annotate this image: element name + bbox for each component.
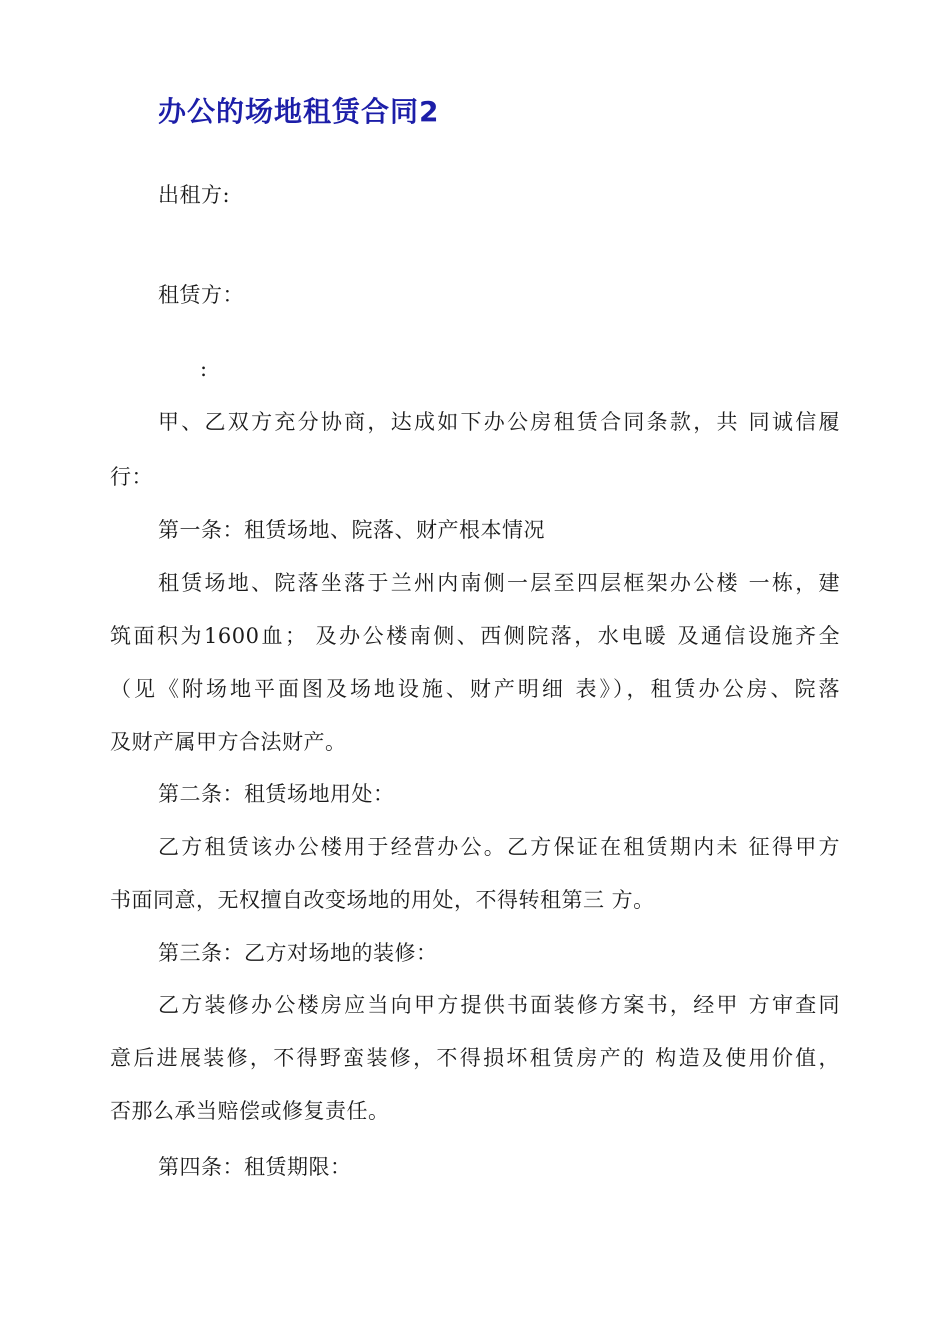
lessee-label: 租赁方： xyxy=(158,283,244,307)
colon-line: : xyxy=(200,357,208,381)
intro-line-1: 甲、乙双方充分协商，达成如下办公房租赁合同条款，共 同诚信履 xyxy=(158,410,840,434)
article3-line-3: 否那么承当赔偿或修复责任。 xyxy=(110,1099,390,1123)
article4-heading: 第四条：租赁期限： xyxy=(158,1155,352,1179)
article3-line-2: 意后进展装修，不得野蛮装修，不得损坏租赁房产的 构造及使用价值， xyxy=(110,1046,840,1070)
intro-line-2: 行： xyxy=(110,465,153,489)
article3-line-1: 乙方装修办公楼房应当向甲方提供书面装修方案书，经甲 方审查同 xyxy=(158,993,840,1017)
article1-heading: 第一条：租赁场地、院落、财产根本情况 xyxy=(158,518,545,542)
article1-line-2: 筑面积为1600血； 及办公楼南侧、西侧院落，水电暖 及通信设施齐全 xyxy=(110,624,840,648)
article1-line-4: 及财产属甲方合法财产。 xyxy=(110,730,347,754)
article2-line-2: 书面同意，无权擅自改变场地的用处，不得转租第三 方。 xyxy=(110,888,655,912)
lessor-label: 出租方: xyxy=(158,183,231,207)
document-title: 办公的场地租赁合同2 xyxy=(158,95,440,128)
article1-line-1: 租赁场地、院落坐落于兰州内南侧一层至四层框架办公楼 一栋，建 xyxy=(158,571,840,595)
article3-heading: 第三条：乙方对场地的装修： xyxy=(158,941,438,965)
article2-line-1: 乙方租赁该办公楼用于经营办公。乙方保证在租赁期内未 征得甲方 xyxy=(158,835,840,859)
article1-line-3: （见《附场地平面图及场地设施、财产明细 表》），租赁办公房、院落 xyxy=(110,677,840,701)
article2-heading: 第二条：租赁场地用处： xyxy=(158,782,395,806)
